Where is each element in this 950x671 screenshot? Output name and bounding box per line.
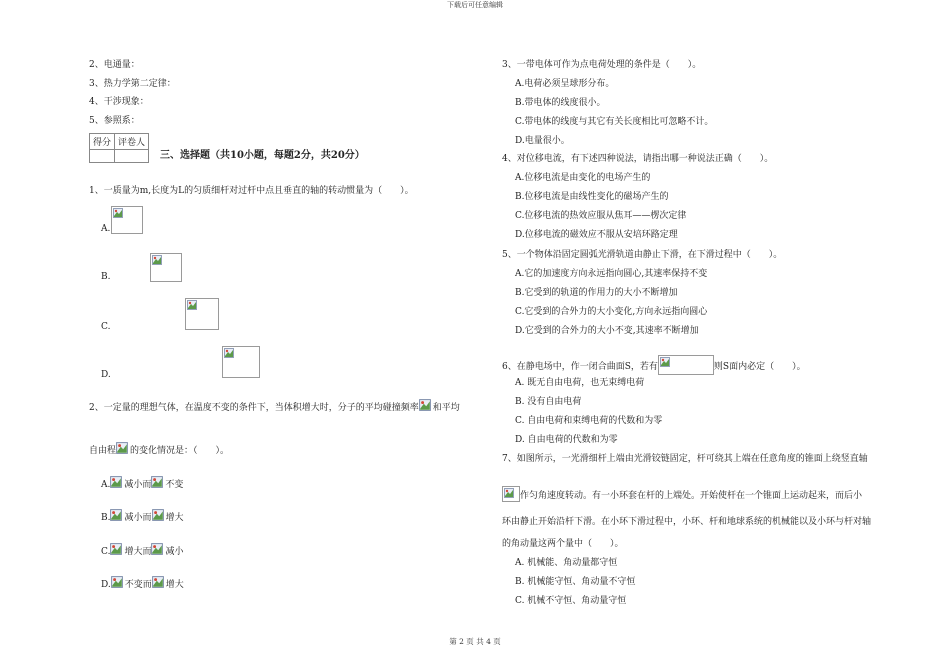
option-symbol-icon: [111, 576, 125, 590]
q2-option-c: [101, 543, 183, 558]
q3-stem: 3、一带电体可作为点电荷处理的条件是（ ）。: [502, 60, 702, 70]
broken-image-icon: [187, 300, 197, 310]
q4-option-c: C.位移电流的热效应服从焦耳——楞次定律: [515, 211, 687, 221]
q2-stem-c: 自由程: [89, 446, 117, 456]
q4-stem: 4、对位移电流，有下述四种说法，请指出哪一种说法正确（ ）。: [502, 154, 774, 164]
broken-image-icon: [152, 509, 164, 521]
q7-line2-wrap: [502, 486, 862, 502]
q1-option-b-image: [150, 253, 182, 282]
q2-stem-d: 的变化情况是：（ ）。: [130, 446, 230, 456]
q6-option-c: C. 自由电荷和束缚电荷的代数和为零: [515, 416, 663, 426]
term-electric-flux: 2、电通量：: [89, 60, 140, 70]
broken-image-icon: [110, 543, 122, 555]
q2-stem-a: 2、一定量的理想气体，在温度不变的条件下，当体积增大时，分子的平均碰撞频率: [89, 403, 419, 413]
q2-option-d-end: 增大: [165, 580, 184, 590]
q6-stem-a: 6、在静电场中，作一闭合曲面S，若有: [502, 362, 658, 372]
q2-option-c-end: 减小: [165, 547, 184, 557]
page-header: 下载后可任意编辑: [447, 1, 503, 9]
q3-option-b: B.带电体的线度很小。: [515, 98, 606, 108]
gauss-integral-image: [658, 355, 714, 375]
broken-image-icon: [151, 476, 163, 488]
q3-option-a: A.电荷必须呈球形分布。: [515, 79, 615, 89]
broken-image-icon: [110, 509, 122, 521]
broken-image-icon: [224, 348, 234, 358]
mean-free-path-symbol: [116, 442, 130, 456]
q5-option-b: B.它受到的轨道的作用力的大小不断增加: [515, 288, 678, 298]
q2-stem-line1: [89, 399, 460, 414]
q4-option-b: B.位移电流是由线性变化的磁场产生的: [515, 192, 669, 202]
grader-label: 评卷人: [115, 134, 149, 150]
q2-option-d-mid: 不变而: [124, 580, 152, 590]
q3-option-c: C.带电体的线度与其它有关长度相比可忽略不计。: [515, 117, 714, 127]
broken-image-icon: [419, 399, 431, 411]
q7-option-a: A. 机械能、角动量都守恒: [515, 558, 618, 568]
q7-line3: 环由静止开始沿杆下滑。在小环下滑过程中，小环、杆和地球系统的机械能以及小环与杆对轴: [502, 517, 872, 527]
q7-line2: 作匀角速度转动。有一小环套在杆的上端处。开始使杆在一个锥面上运动起来，而后小: [520, 491, 863, 501]
q6-option-d: D. 自由电荷的代数和为零: [515, 435, 618, 445]
q2-stem-line2: [89, 442, 229, 457]
q1-option-d-label: D.: [101, 370, 111, 380]
option-symbol-icon: [110, 476, 124, 490]
q5-option-d: D.它受到的合外力的大小不变,其速率不断增加: [515, 326, 699, 336]
option-symbol-icon: [152, 576, 166, 590]
option-symbol-icon: [110, 509, 124, 523]
q2-option-d: [101, 576, 184, 591]
option-symbol-icon: [151, 476, 165, 490]
q7-line4: 的角动量这两个量中（ ）。: [502, 539, 624, 549]
broken-image-icon: [116, 442, 128, 454]
q6-option-a: A. 既无自由电荷，也无束缚电荷: [515, 378, 645, 388]
term-interference: 4、干涉现象：: [89, 97, 149, 107]
q6-stem: [502, 355, 806, 375]
q2-stem-b: 和平均: [432, 403, 460, 413]
q2-option-b-label: B.: [101, 513, 111, 523]
option-symbol-icon: [110, 543, 124, 557]
q1-option-d-image: [222, 346, 260, 378]
q7-line1: 7、如图所示，一光滑细杆上端由光滑铰链固定，杆可绕其上端在任意角度的锥面上绕竖直轴: [502, 454, 868, 464]
grader-cell: [115, 150, 149, 163]
collision-frequency-symbol: [419, 399, 433, 413]
q1-option-a-image: [111, 206, 143, 234]
q5-stem: 5、一个物体沿固定圆弧光滑轨道由静止下滑，在下滑过程中（ ）。: [502, 250, 783, 260]
q2-option-c-mid: 增大而: [124, 547, 152, 557]
q2-option-c-label: C.: [101, 547, 111, 557]
broken-image-icon: [504, 488, 514, 498]
q1-stem: 1、一质量为m,长度为L的匀质细杆对过杆中点且垂直的轴的转动惯量为（ ）。: [89, 186, 414, 196]
score-cell: [90, 150, 115, 163]
q7-option-c: C. 机械不守恒、角动量守恒: [515, 596, 627, 606]
page-footer: 第 2 页 共 4 页: [449, 637, 501, 646]
q2-option-b: [101, 509, 184, 524]
broken-image-icon: [660, 357, 670, 367]
section-title: 三、选择题（共10小题，每题2分，共20分）: [160, 150, 365, 161]
broken-image-icon: [152, 255, 162, 265]
option-symbol-icon: [151, 543, 165, 557]
option-symbol-icon: [152, 509, 166, 523]
q1-option-c-label: C.: [101, 322, 111, 332]
q1-option-b-label: B.: [101, 272, 111, 282]
broken-image-icon: [152, 576, 164, 588]
q5-option-a: A.它的加速度方向永远指向圆心,其速率保持不变: [515, 269, 708, 279]
q2-option-b-end: 增大: [165, 513, 184, 523]
q4-option-a: A.位移电流是由变化的电场产生的: [515, 173, 651, 183]
q2-option-a-end: 不变: [165, 480, 184, 490]
broken-image-icon: [110, 476, 122, 488]
broken-image-icon: [151, 543, 163, 555]
q4-option-d: D.位移电流的磁效应不服从安培环路定理: [515, 230, 678, 240]
term-reference-frame: 5、参照系：: [89, 116, 140, 126]
q2-option-a-mid: 减小而: [124, 480, 152, 490]
score-label: 得分: [90, 134, 115, 150]
q2-option-a-label: A.: [101, 480, 111, 490]
q1-option-c-image: [185, 298, 219, 330]
q6-option-b: B. 没有自由电荷: [515, 397, 582, 407]
q5-option-c: C.它受到的合外力的大小变化,方向永远指向圆心: [515, 307, 708, 317]
q6-stem-b: 则S面内必定（ ）。: [713, 362, 806, 372]
vertical-axis-image: [502, 486, 520, 502]
q2-option-a: [101, 476, 183, 491]
term-second-law: 3、热力学第二定律：: [89, 79, 176, 89]
q3-option-d: D.电量很小。: [515, 136, 570, 146]
broken-image-icon: [113, 208, 123, 218]
q2-option-d-label: D.: [101, 580, 111, 590]
broken-image-icon: [111, 576, 123, 588]
q2-option-b-mid: 减小而: [124, 513, 152, 523]
q1-option-a-label: A.: [101, 224, 111, 234]
score-table: [89, 133, 149, 163]
q7-option-b: B. 机械能守恒、角动量不守恒: [515, 577, 636, 587]
